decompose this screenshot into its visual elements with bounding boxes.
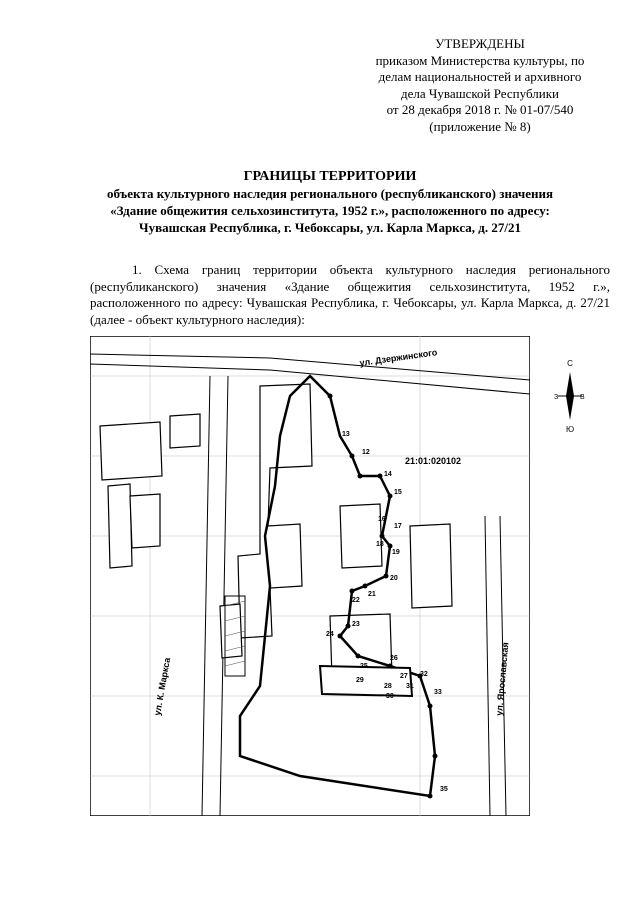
title-main: ГРАНИЦЫ ТЕРРИТОРИИ [243, 169, 417, 184]
point-label: 25 [360, 663, 368, 670]
point-label: 15 [394, 489, 402, 496]
point-label: 31 [406, 683, 414, 690]
title-line: «Здание общежития сельхозинститута, 1952 г.», расположенного по адресу: [110, 203, 550, 218]
point-label: 13 [342, 431, 350, 438]
point-label: 17 [394, 523, 402, 530]
street-label-right: ул. Ярославская [494, 641, 511, 717]
point-label: 26 [390, 655, 398, 662]
point-label: 23 [352, 621, 360, 628]
intro-paragraph: 1. Схема границ территории объекта культурного наследия регионального (республиканского) значения «Здание общежития сельхозинститута, 1952 г.», расположенного по адресу: Чувашская Республика, г. Чебоксары, ул. Карла Маркса, д. 27/21 (далее - объект культурного наследия): [90, 262, 610, 327]
point-label: 21 [368, 591, 376, 598]
compass-north: С [567, 359, 573, 368]
point-label: 22 [352, 597, 360, 604]
protected-building [320, 666, 412, 696]
point-label: 12 [362, 449, 370, 456]
point-label: 29 [356, 677, 364, 684]
point-label: 28 [384, 683, 392, 690]
approval-line: дела Чувашской Республики [401, 85, 559, 101]
point-label: 19 [392, 549, 400, 556]
document-title [60, 168, 600, 236]
title-line: объекта культурного наследия регионального (республиканского) значения [106, 186, 554, 201]
street-label-top: ул. Дзержинского [358, 347, 438, 368]
cadastral-number: 21:01:020102 [405, 456, 462, 466]
point-label: 14 [384, 471, 392, 478]
point-label: 27 [400, 673, 408, 680]
point-label: 35 [440, 786, 448, 793]
approval-date-line: от 28 декабря 2018 г. № 01-07/540 [386, 102, 574, 117]
approval-line: приказом Министерства культуры, по [375, 52, 585, 68]
point-label: 30 [386, 693, 394, 700]
point-label: 32 [420, 671, 428, 678]
compass-rose [552, 356, 588, 436]
map-drawing [90, 336, 530, 816]
street-label-left: ул. К. Маркса [152, 656, 173, 717]
compass-south: Ю [565, 425, 575, 434]
approval-line: делам национальностей и архивного [378, 69, 582, 84]
approval-block [360, 36, 600, 135]
approval-appendix: (приложение № 8) [429, 118, 531, 134]
title-address: Чувашская Республика, г. Чебоксары, ул. Карла Маркса, д. 27/21 [139, 220, 521, 235]
point-label: 20 [390, 575, 398, 582]
compass-east: В [580, 394, 585, 401]
point-label: 33 [434, 689, 442, 696]
point-label: 16 [378, 516, 386, 523]
approval-heading: УТВЕРЖДЕНЫ [435, 36, 525, 51]
boundary-map [90, 336, 530, 816]
point-label: 18 [376, 541, 384, 548]
point-label: 24 [326, 631, 334, 638]
compass-west: З [554, 394, 559, 401]
